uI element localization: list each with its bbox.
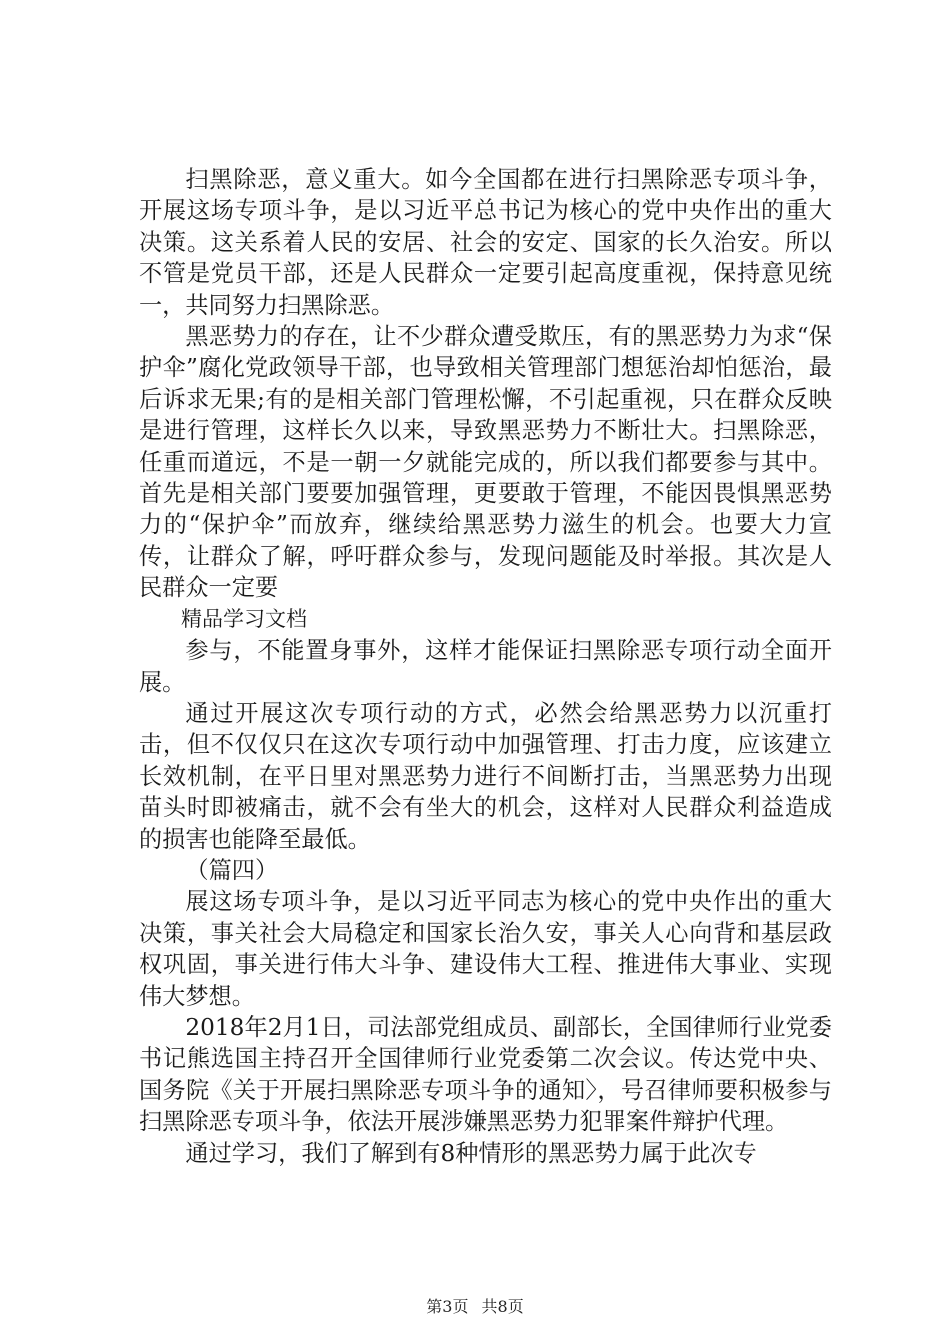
section-heading: （篇四） [185,856,279,884]
document-body [139,164,832,1169]
paragraph-meeting: 2018年2月1日，司法部党组成员、副部长，全国律师行业党委书记熊选国主持召开全国律师行业党委第二次会议。传达党中央、国务院《关于开展扫黑除恶专项斗争的通知〉，号召律师要积极参与扫黑除恶专项斗争，依法开展涉嫌黑恶势力犯罪案件辩护代理。 [139,1013,832,1136]
page-footer [0,1294,950,1317]
paragraph-black-forces: 黑恶势力的存在，让不少群众遭受欺压，有的黑恶势力为求“保护伞”腐化党政领导干部，也导致相关管理部门想惩治却怕惩治，最后诉求无果;有的是相关部门管理松懈，不引起重视，只在群众反映是进行管理，这样长久以来，导致黑恶势力不断壮大。扫黑除恶，任重而道远，不是一朝一夕就能完成的，所以我们都要参与其中。首先是相关部门要要加强管理，更要敢于管理，不能因畏惧黑恶势力的“保护伞”而放弃，继续给黑恶势力滋生的机会。也要大力宣传，让群众了解，呼吁群众参与，发现问题能及时举报。其次是人民群众一定要 [139,323,832,602]
paragraph-participation: 参与，不能置身事外，这样才能保证扫黑除恶专项行动全面开展。 [139,637,832,696]
watermark-note: 精品学习文档 [181,606,307,631]
paragraph-major-decision: 展这场专项斗争，是以习近平同志为核心的党中央作出的重大决策，事关社会大局稳定和国家长治久安，事关人心向背和基层政权巩固，事关进行伟大斗争、建设伟大工程、推进伟大事业、实现伟大梦想。 [139,888,832,1010]
paragraph-intro: 扫黑除恶，意义重大。如今全国都在进行扫黑除恶专项斗争，开展这场专项斗争，是以习近平总书记为核心的党中央作出的重大决策。这关系着人民的安居、社会的安定、国家的长久治安。所以不管是党员干部，还是人民群众一定要引起高度重视，保持意见统一，共同努力扫黑除恶。 [139,166,832,319]
paragraph-learning: 通过学习，我们了解到有8种情形的黑恶势力属于此次专 [185,1139,757,1167]
page-number: 第3页 [426,1297,469,1316]
page-total: 共8页 [481,1297,524,1316]
paragraph-long-term-mechanism: 通过开展这次专项行动的方式，必然会给黑恶势力以沉重打击，但不仅仅只在这次专项行动中加强管理、打击力度，应该建立长效机制，在平日里对黑恶势力进行不间断打击，当黑恶势力出现苗头时即被痛击，就不会有坐大的机会，这样对人民群众利益造成的损害也能降至最低。 [139,699,832,853]
